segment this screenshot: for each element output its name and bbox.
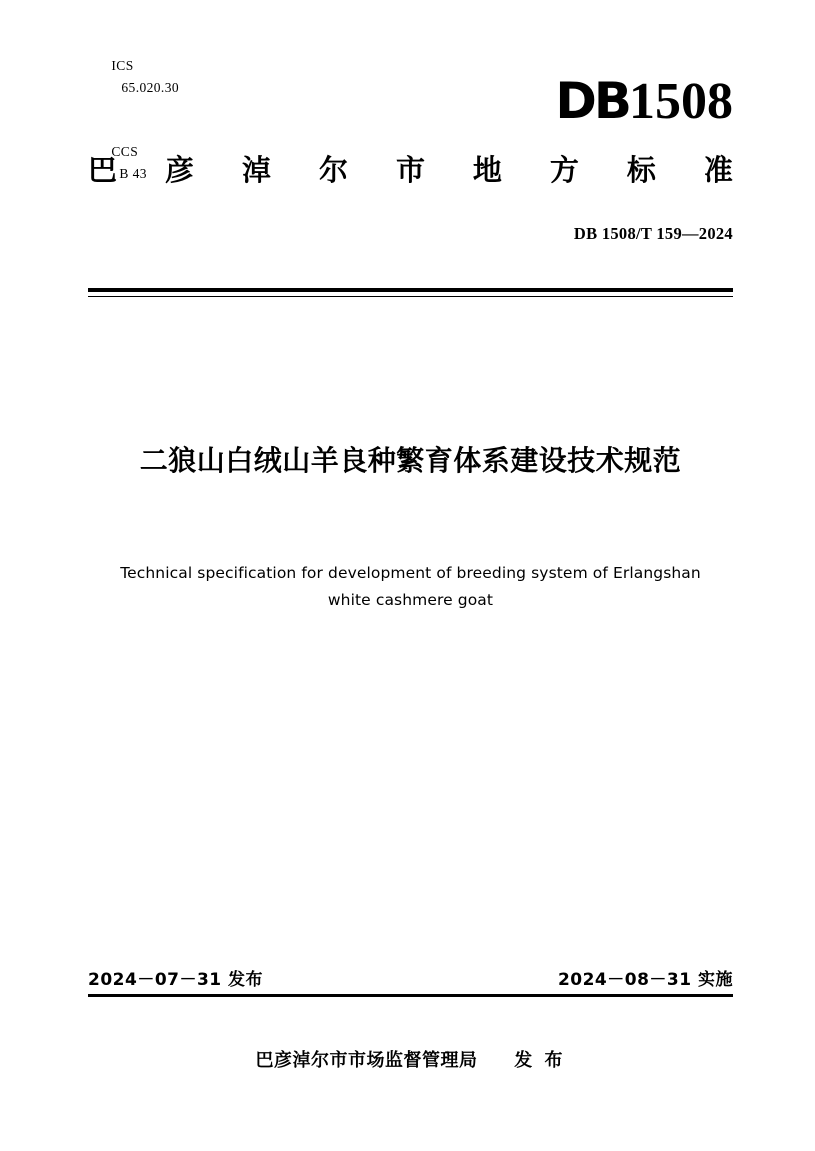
series-char-2: 淖: [241, 153, 271, 187]
divider-thick: [88, 288, 733, 292]
series-char-3: 尔: [318, 153, 348, 187]
series-char-6: 方: [549, 153, 579, 187]
publisher-issue-label: 发 布: [514, 1050, 566, 1071]
db-mark: DB: [555, 72, 629, 130]
issue-date: 2024－07－31 发布: [88, 970, 264, 990]
ics-label: ICS: [111, 58, 134, 73]
ccs-value: B 43: [119, 166, 147, 181]
effective-date: 2024－08－31 实施: [557, 970, 733, 990]
document-title-english-line1: Technical specification for development of breeding system of Erlangshan: [120, 564, 701, 582]
document-title-chinese: 二狼山白绒山羊良种繁育体系建设技术规范: [139, 444, 682, 477]
series-char-4: 市: [395, 153, 425, 187]
dates-row: [88, 965, 733, 990]
series-char-1: 彦: [164, 153, 194, 187]
series-char-7: 标: [626, 153, 656, 187]
publisher-name: 巴彦淖尔市市场监督管理局: [255, 1050, 478, 1071]
divider-bottom: [88, 994, 733, 997]
ics-row: [88, 34, 179, 120]
standard-series-title: [88, 148, 733, 189]
db-standard-number: [555, 72, 733, 130]
document-title-english: [88, 560, 733, 614]
ics-value: 65.020.30: [121, 80, 180, 95]
document-title-english-line2: white cashmere goat: [327, 591, 494, 609]
series-char-8: 准: [703, 153, 733, 187]
standard-code: DB 1508/T 159—2024: [573, 224, 733, 243]
ccs-label: CCS: [111, 144, 139, 159]
publisher-line: [88, 1046, 733, 1072]
divider-thin: [88, 296, 733, 297]
series-char-0: 巴: [88, 153, 118, 187]
db-digits: 1508: [629, 73, 733, 130]
series-char-5: 地: [472, 153, 502, 187]
